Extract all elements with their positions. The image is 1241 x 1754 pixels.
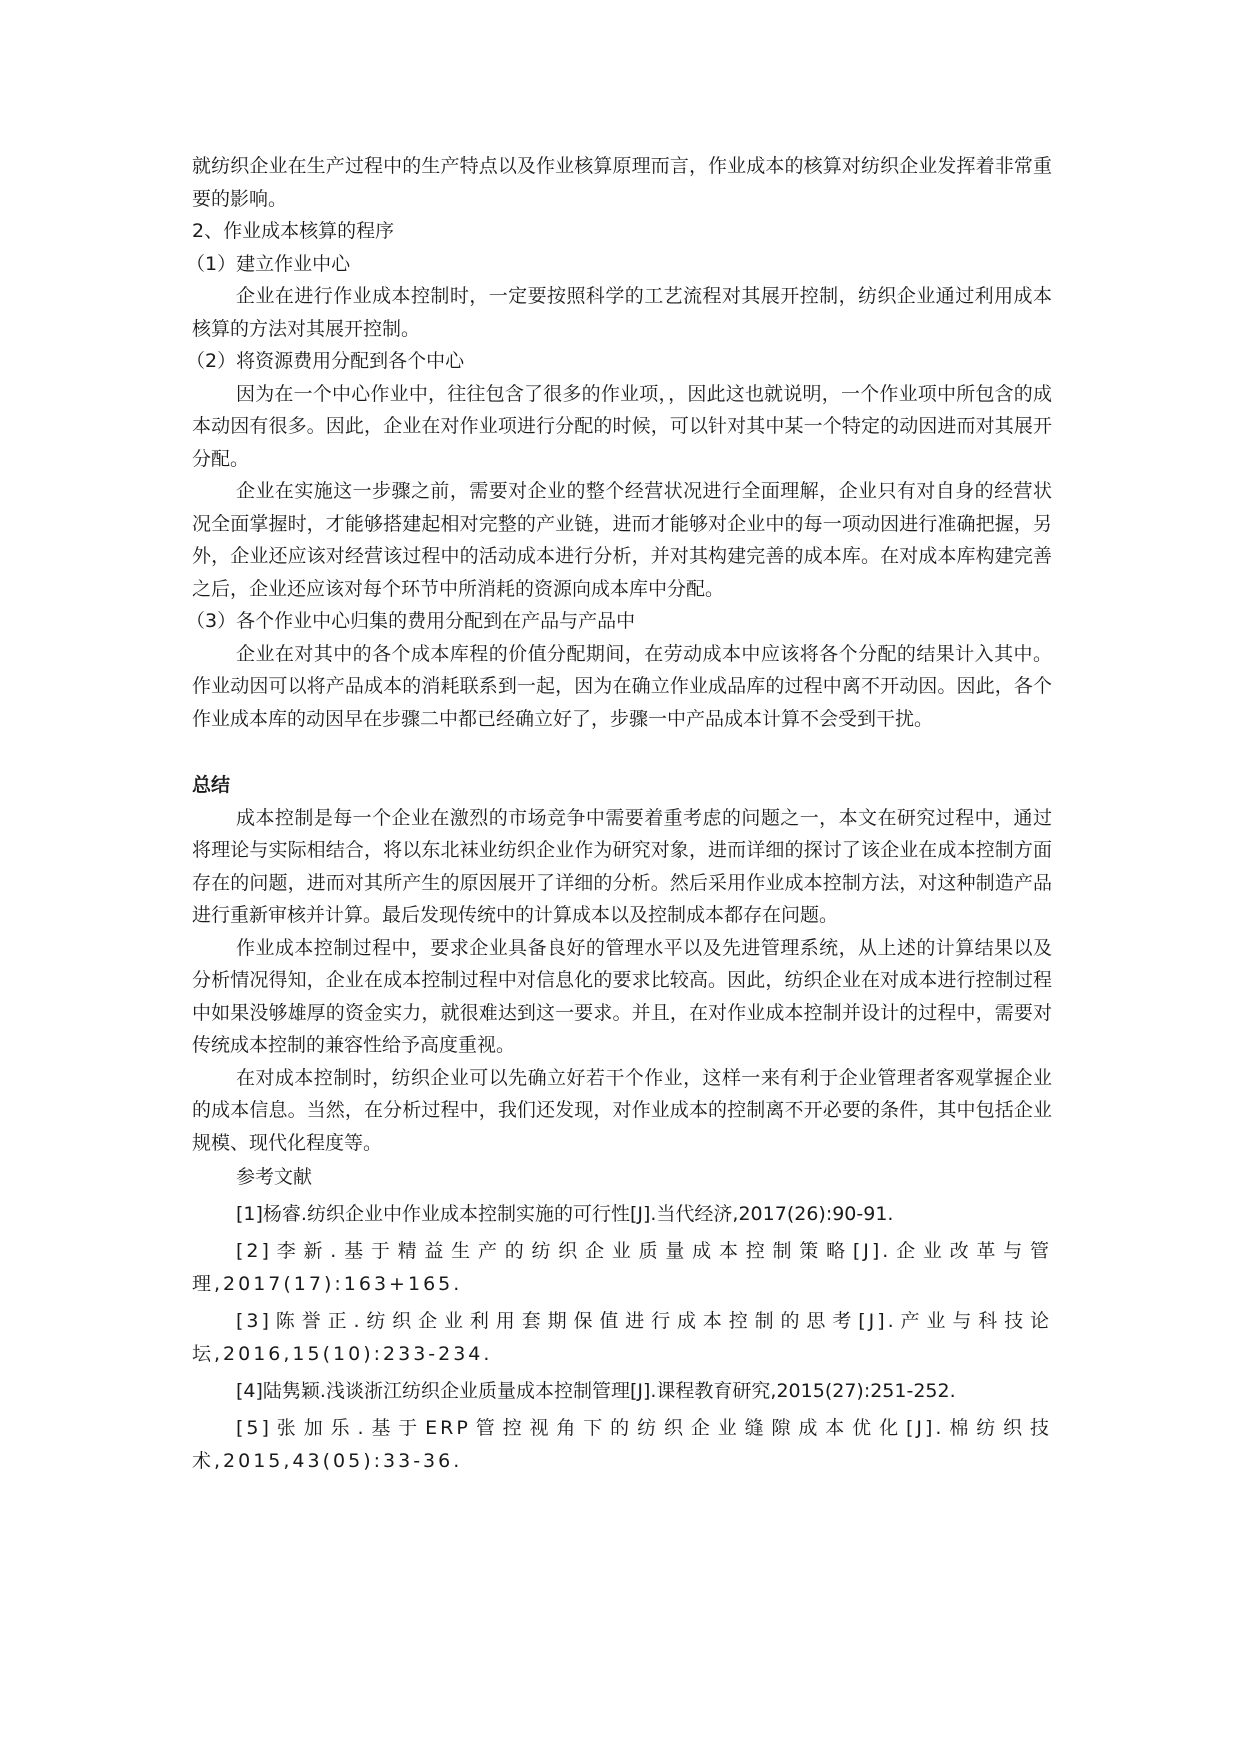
paragraph-summary-3: 在对成本控制时，纺织企业可以先确立好若干个作业，这样一来有利于企业管理者客观掌握企业的成本信息。当然，在分析过程中，我们还发现，对作业成本的控制离不开必要的条件，其中包括企业规模、现代化程度等。 xyxy=(192,1066,1052,1154)
paragraph-step-2b: 企业在实施这一步骤之前，需要对企业的整个经营状况进行全面理解，企业只有对自身的经营状况全面掌握时，才能够搭建起相对完整的产业链，进而才能够对企业中的每一项动因进行准确把握，另外，企业还应该对经营该过程中的活动成本进行分析，并对其构建完善的成本库。在对成本库构建完善之后，企业还应该对每个环节中所消耗的资源向成本库中分配。 xyxy=(192,480,1052,600)
subheading-step-1: （1）建立作业中心 xyxy=(186,252,351,275)
subheading-step-2: （2）将资源费用分配到各个中心 xyxy=(186,350,465,372)
paragraph-step-3: 企业在对其中的各个成本库程的价值分配期间，在劳动成本中应该将各个分配的结果计入其中。作业动因可以将产品成本的消耗联系到一起，因为在确立作业成品库的过程中离不开动因。因此，各个作业成本库的动因早在步骤二中都已经确立好了，步骤一中产品成本计算不会受到干扰。 xyxy=(192,642,1052,730)
section-heading-summary: 总结 xyxy=(192,774,231,796)
references-heading: 参考文献 xyxy=(236,1166,313,1188)
reference-item: [5]张加乐.基于ERP管控视角下的纺织企业缝隙成本优化[J].棉纺织技术,2015,43(05):33-36. xyxy=(192,1416,1052,1472)
reference-item: [2]李新.基于精益生产的纺织企业质量成本控制策略[J].企业改革与管理,2017(17):163+165. xyxy=(192,1239,1052,1295)
intro-paragraph-tail: 就纺织企业在生产过程中的生产特点以及作业核算原理而言，作业成本的核算对纺织企业发挥着非常重要的影响。 xyxy=(192,155,1052,210)
subheading-step-3: （3）各个作业中心归集的费用分配到在产品与产品中 xyxy=(186,610,636,632)
paragraph-summary-2: 作业成本控制过程中，要求企业具备良好的管理水平以及先进管理系统，从上述的计算结果以及分析情况得知，企业在成本控制过程中对信息化的要求比较高。因此，纺织企业在对成本进行控制过程中如果没够雄厚的资金实力，就很难达到这一要求。并且，在对作业成本控制并设计的过程中，需要对传统成本控制的兼容性给予高度重视。 xyxy=(192,936,1052,1056)
document-page xyxy=(186,150,1052,1478)
reference-item: [3]陈誉正.纺织企业利用套期保值进行成本控制的思考[J].产业与科技论坛,2016,15(10):233-234. xyxy=(192,1309,1052,1365)
paragraph-step-2a: 因为在一个中心作业中，往往包含了很多的作业项，，因此这也就说明，一个作业项中所包含的成本动因有很多。因此，企业在对作业项进行分配的时候，可以针对其中某一个特定的动因进而对其展开分配。 xyxy=(192,382,1052,470)
reference-item: [1]杨睿.纺织企业中作业成本控制实施的可行性[J].当代经济,2017(26):90-91. xyxy=(236,1202,894,1225)
section-heading-procedure: 2、作业成本核算的程序 xyxy=(192,220,395,242)
paragraph-summary-1: 成本控制是每一个企业在激烈的市场竞争中需要着重考虑的问题之一，本文在研究过程中，通过将理论与实际相结合，将以东北袜业纺织企业作为研究对象，进而详细的探讨了该企业在成本控制方面存在的问题，进而对其所产生的原因展开了详细的分析。然后采用作业成本控制方法，对这种制造产品进行重新审核并计算。最后发现传统中的计算成本以及控制成本都存在问题。 xyxy=(192,806,1052,926)
paragraph-step-1: 企业在进行作业成本控制时，一定要按照科学的工艺流程对其展开控制，纺织企业通过利用成本核算的方法对其展开控制。 xyxy=(192,285,1052,340)
reference-item: [4]陆隽颖.浅谈浙江纺织企业质量成本控制管理[J].课程教育研究,2015(27):251-252. xyxy=(236,1379,956,1402)
